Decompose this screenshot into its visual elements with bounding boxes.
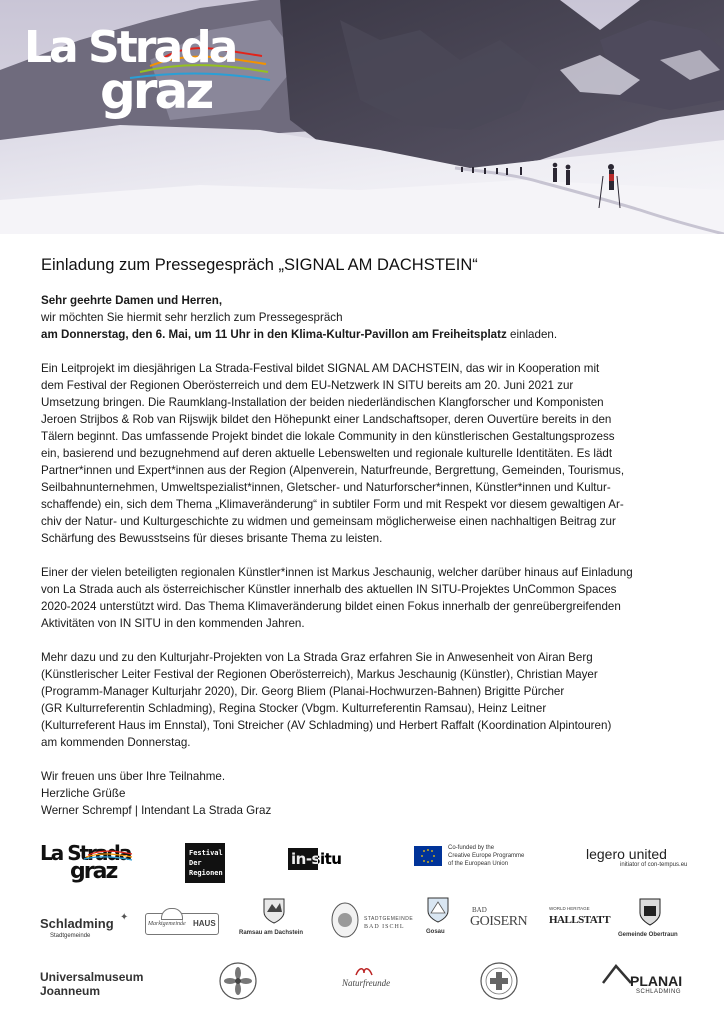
la-strada-graz-logo xyxy=(40,843,134,883)
paragraph-line: Partner*innen und Expert*innen aus der Region (Alpenverein, Naturfreunde, Bergrettung, Gemeinden, Tourismus, xyxy=(41,464,625,477)
insitu-text: in-situ xyxy=(291,850,342,868)
hero-photo xyxy=(0,0,724,234)
paragraph-line: Einer der vielen beteiligten regionalen Künstler*innen ist Markus Jeschaunig, welcher darüber hinaus auf Einladung xyxy=(41,566,633,579)
logo-text xyxy=(291,850,341,868)
paragraph-line: Jeroen Strijbos & Rob van Rijswijk bildet den Höhepunkt einer Landschaftsoper, deren Ouvertüre bereits in den xyxy=(41,413,612,426)
intro-invitation xyxy=(41,326,691,343)
universalmuseum-joanneum-logo xyxy=(40,970,144,1000)
logo-text: SCHLADMING xyxy=(636,989,682,995)
logo-text: Naturfreunde xyxy=(342,978,391,988)
logo-text: Joanneum xyxy=(40,984,101,998)
paragraph-line: Seilbahnunternehmen, Umweltspezialist*innen, Gletscher- und Naturforscher*innen, Künstler*innen und Kultur- xyxy=(41,481,611,494)
coat-of-arms-icon xyxy=(427,897,449,923)
salutation: Sehr geehrte Damen und Herren, xyxy=(41,294,223,307)
alpenverein-logo xyxy=(219,962,257,1000)
paragraph-1 xyxy=(41,360,691,547)
signature-line: Werner Schrempf | Intendant La Strada Graz xyxy=(41,804,272,817)
naturfreunde-logo xyxy=(340,965,390,999)
logo-text: legero united xyxy=(586,846,667,862)
logo-text: La Strada xyxy=(40,841,131,865)
logo-text: graz xyxy=(70,859,117,884)
paragraph-line: Aktivitäten von IN SITU in den kommenden Jahren. xyxy=(41,617,305,630)
planai-logo xyxy=(602,964,682,998)
bad-ischl-logo xyxy=(330,900,414,940)
logo-text: of the European Union xyxy=(448,861,509,867)
coat-of-arms-icon xyxy=(263,898,285,924)
paragraph-line: ein, basierend und bezugnehmend auf deren aktuelle Lebenswelten und regionale kulturelle Identitäten. Es lädt xyxy=(41,447,613,460)
closing-line: Herzliche Grüße xyxy=(41,787,126,800)
logo-text: Stadtgemeinde xyxy=(50,933,91,939)
hands-icon xyxy=(354,965,374,977)
paragraph-line: (Künstlerischer Leiter Festival der Regionen Oberösterreich), Markus Jeschaunig (Künstler), Christian Mayer xyxy=(41,668,598,681)
logo-text: BAD ISCHL xyxy=(364,924,405,930)
paragraph-line: Ein Leitprojekt im diesjährigen La Strada-Festival bildet SIGNAL AM DACHSTEIN, das wir in Kooperation mit xyxy=(41,362,600,375)
logo-text: Marktgemeinde xyxy=(148,921,186,927)
logo-text: HALLSTATT xyxy=(549,914,611,926)
paragraph-line: Schärfung des Bewusstseins für dieses brisante Thema zu leisten. xyxy=(41,532,383,545)
logo-text: Gemeinde Obertraun xyxy=(618,932,678,938)
paragraph-line: schaffende) ein, sich dem Thema „Klimaveränderung“ in subtiler Form und mit Respekt vor diesem gewaltigen Ar- xyxy=(41,498,624,511)
mountain-icon xyxy=(602,964,632,984)
paragraph-line: chiv der Natur- und Kulturgeschichte zu widmen und gemeinsam möglicherweise einen nachhaltigen Beitrag zur xyxy=(41,515,616,528)
bergrettung-logo xyxy=(480,962,518,1000)
logo-text: HAUS xyxy=(193,919,216,928)
closing-line: Wir freuen uns über Ihre Teilnahme. xyxy=(41,770,226,783)
paragraph-line: 2020-2024 unterstützt wird. Das Thema Klimaveränderung bildet einen Fokus innerhalb der genreübergreifenden xyxy=(41,600,621,613)
logo-text: Der xyxy=(189,859,202,867)
festival-der-regionen-logo xyxy=(185,843,225,883)
closing xyxy=(41,768,691,819)
logo-text: WORLD HERITAGE xyxy=(549,906,590,911)
coat-of-arms-icon xyxy=(639,898,661,926)
logo-text: BAD xyxy=(472,906,487,914)
la-strada-logo xyxy=(24,22,270,120)
letter-body xyxy=(41,254,691,819)
color-strands-icon xyxy=(40,843,134,883)
paragraph-line: von La Strada auch als österreichischer Künstler innerhalb des aktuellen IN SITU-Projektes UnCommon Spaces xyxy=(41,583,617,596)
intro-date-location: am Donnerstag, den 6. Mai, um 11 Uhr in den Klima-Kultur-Pavillon am Freiheitsplatz xyxy=(41,328,507,341)
logo-text: Schladming xyxy=(40,916,114,931)
paragraph-line: Tälern beginnt. Das umfassende Projekt bindet die lokale Community in den künstlerischen Gestaltungsprozess xyxy=(41,430,615,443)
logo-text: Festival xyxy=(189,849,223,857)
logo-text: Universalmuseum xyxy=(40,970,144,984)
edelweiss-icon xyxy=(219,962,257,1000)
rescue-cross-icon xyxy=(480,962,518,1000)
eu-creative-europe-logo xyxy=(414,845,534,869)
hallstatt-logo xyxy=(549,906,611,938)
logo-text: initiator of con-tempus.eu xyxy=(620,862,688,868)
page-title: Einladung zum Pressegespräch „SIGNAL AM DACHSTEIN“ xyxy=(41,256,478,274)
paragraph-line: Mehr dazu und zu den Kulturjahr-Projekten von La Strada Graz erfahren Sie in Anwesenheit von Airan Berg xyxy=(41,651,593,664)
logo-text: PLANAI xyxy=(630,973,683,989)
paragraph-3 xyxy=(41,649,691,751)
logo-text: STADTGEMEINDE xyxy=(364,916,414,922)
paragraph-2 xyxy=(41,564,691,632)
logo-text: Creative Europe Programme xyxy=(448,853,525,859)
paragraph-line: Umsetzung bringen. Die Raumklang-Installation der beiden niederländischen Klangforscher und Komponisten xyxy=(41,396,604,409)
logo-text: Regionen xyxy=(189,869,223,877)
schladming-logo xyxy=(40,912,130,940)
in-situ-logo xyxy=(288,848,354,870)
legero-united-logo xyxy=(586,846,686,870)
logo-text: Ramsau am Dachstein xyxy=(239,930,304,936)
paragraph-line: (Kulturreferent Haus im Ennstal), Toni Streicher (AV Schladming) und Herbert Raffalt (Koordination Alpintouren) xyxy=(41,719,612,732)
paragraph-line: (GR Kulturreferentin Schladming), Regina Stocker (Vbgm. Kulturreferentin Ramsau), Heinz Leitner xyxy=(41,702,547,715)
logo-text: Gosau xyxy=(426,929,445,935)
heart-icon xyxy=(161,908,183,920)
marktgemeinde-haus-logo xyxy=(145,908,219,938)
bad-goisern-logo xyxy=(470,906,532,938)
intro-tail: einladen. xyxy=(506,328,558,341)
paragraph-line: (Programm-Manager Kulturjahr 2020), Dir. Georg Bliem (Planai-Hochwurzen-Bahnen) Brigitte Pürcher xyxy=(41,685,565,698)
paragraph-line: am kommenden Donnerstag. xyxy=(41,736,191,749)
logo-text: Co-funded by the xyxy=(448,845,495,851)
logo-text-line2: graz xyxy=(100,62,212,120)
obertraun-logo xyxy=(618,898,682,942)
logo-text-line1: La Strada xyxy=(24,22,236,73)
crest-icon xyxy=(330,900,360,938)
gosau-logo xyxy=(424,897,452,941)
intro-line: wir möchten Sie hiermit sehr herzlich zum Pressegespräch xyxy=(41,311,343,324)
paragraph-line: dem Festival der Regionen Oberösterreich und dem EU-Netzwerk IN SITU bereits am 20. Juni 2021 zur xyxy=(41,379,574,392)
ramsau-logo xyxy=(239,898,309,940)
logo-text: GOISERN xyxy=(470,914,528,929)
eu-flag-icon xyxy=(414,846,442,866)
star-icon: ✦ xyxy=(120,912,129,923)
